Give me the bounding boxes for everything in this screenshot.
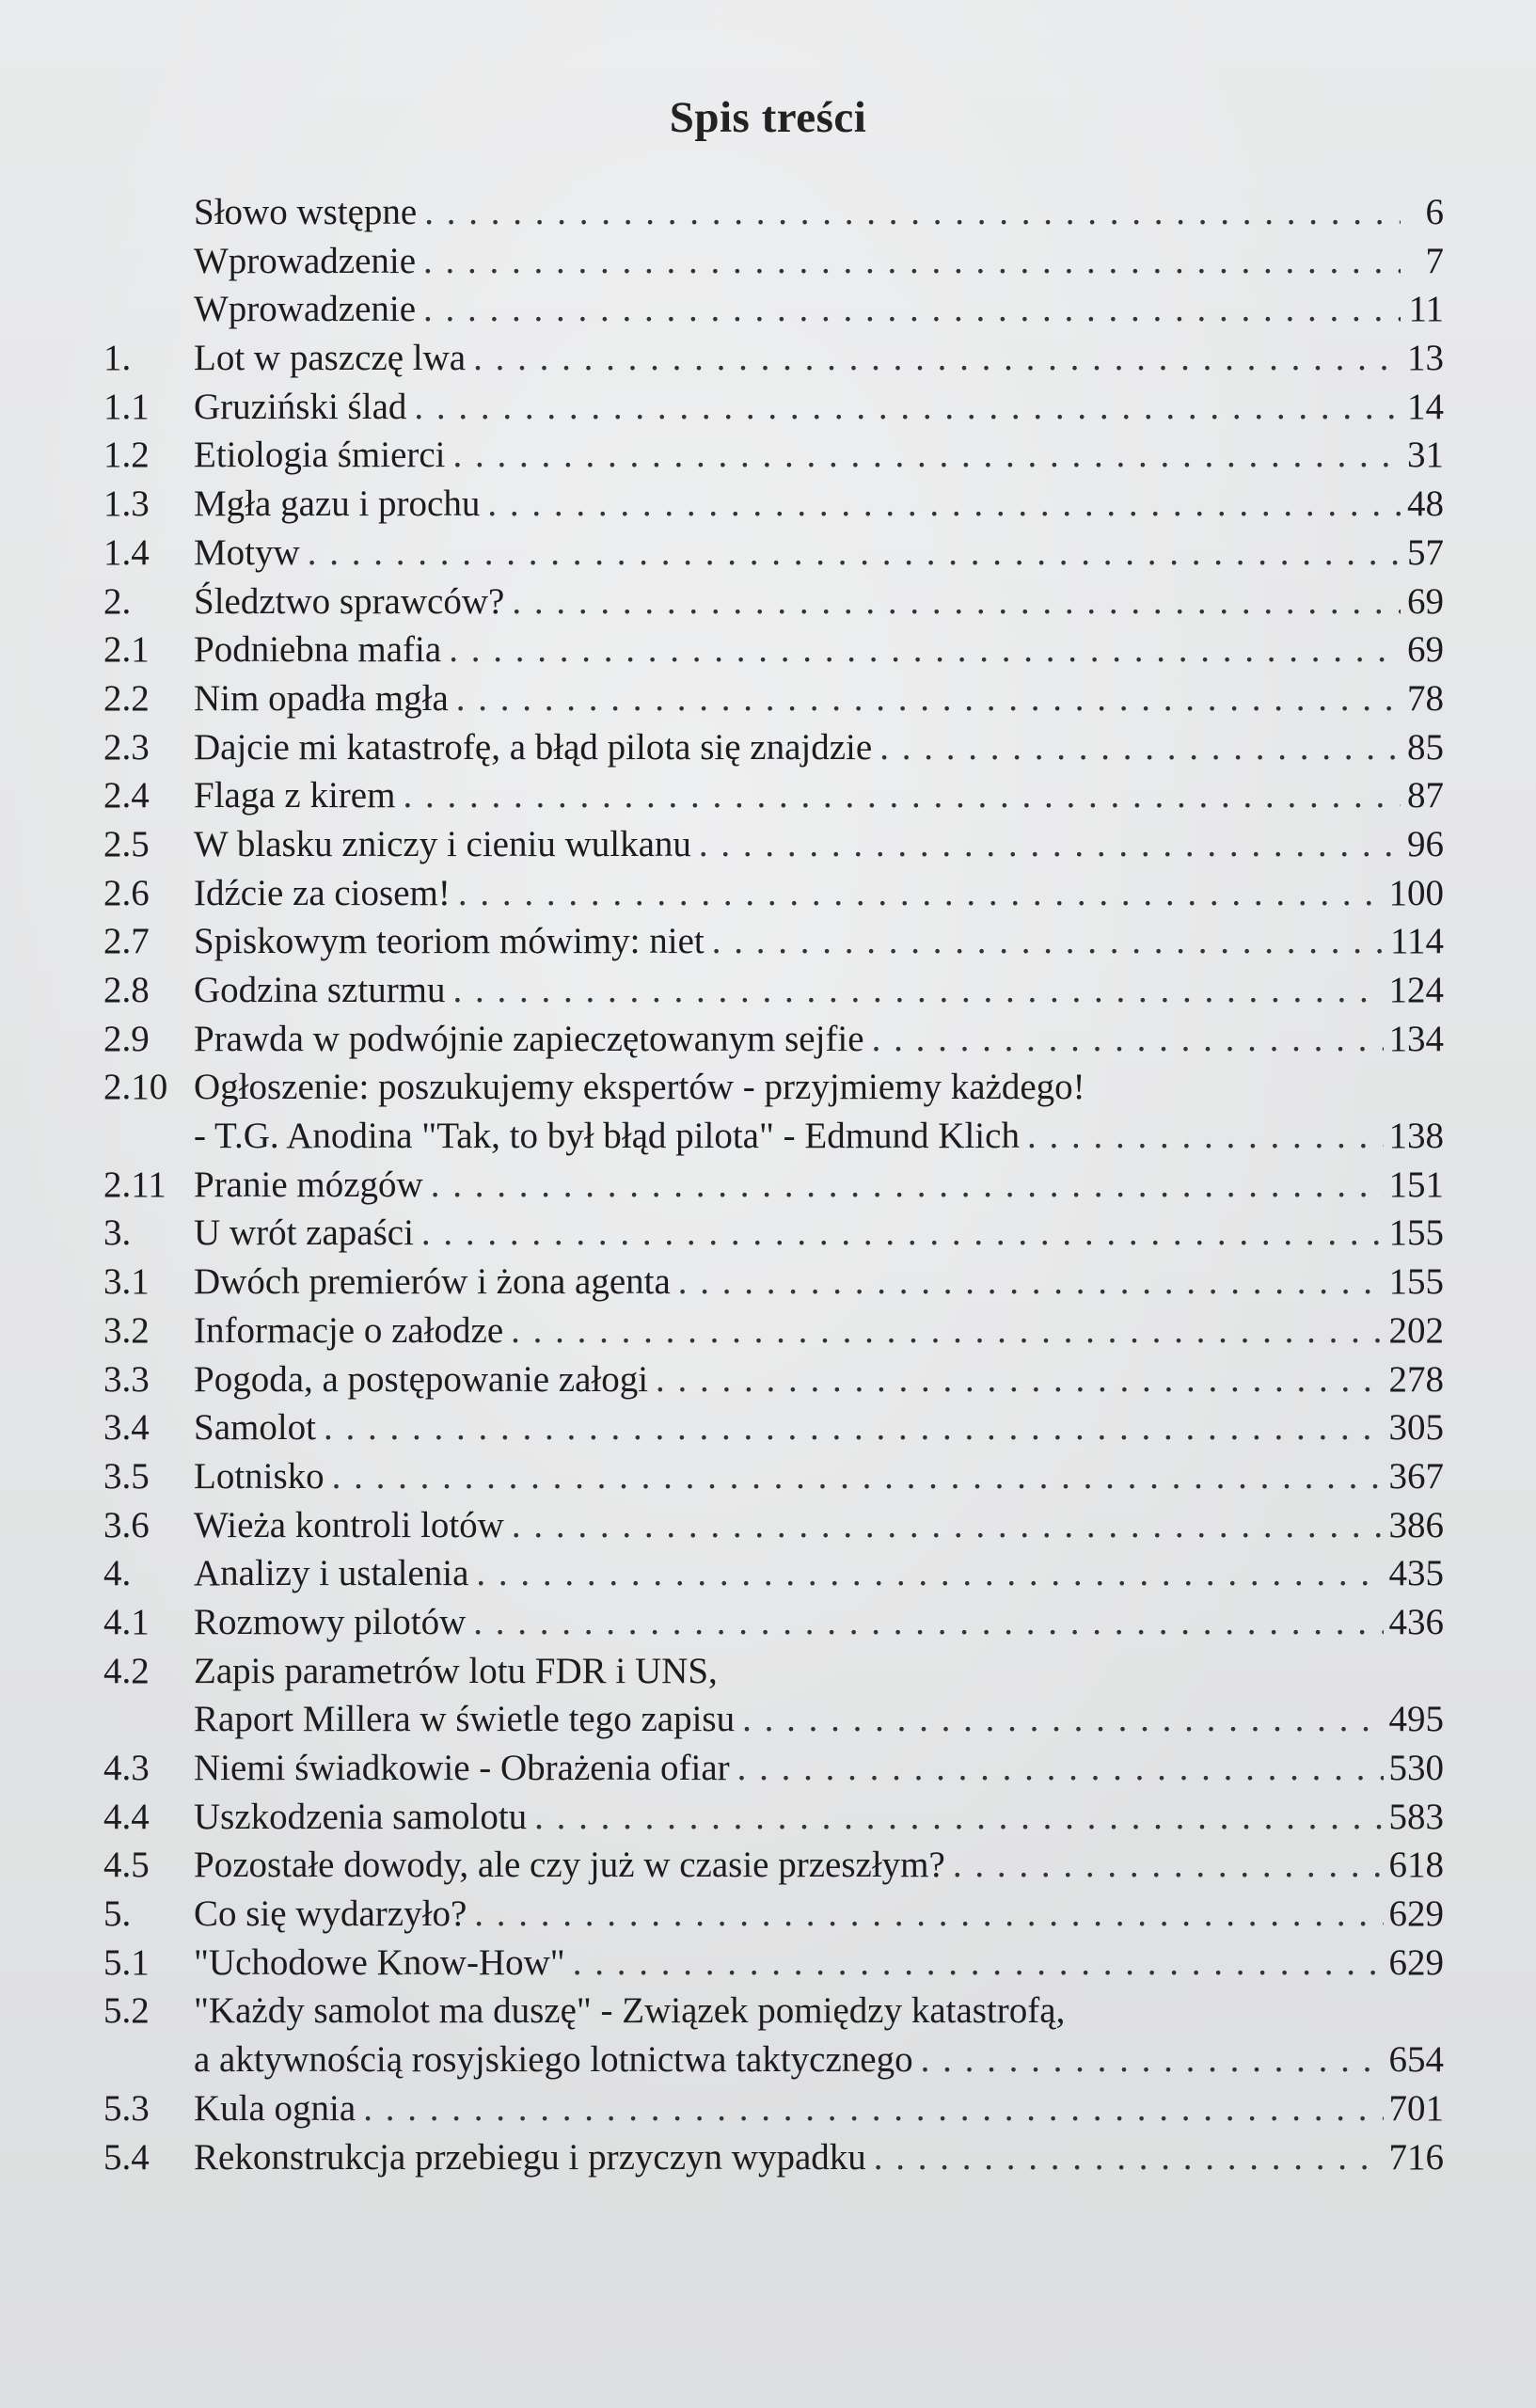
toc-entry: [103, 431, 1444, 480]
toc-entry-title: Mgła gazu i prochu: [194, 483, 481, 525]
toc-dot-leader: [737, 1744, 1384, 1793]
toc-entry-page: 495: [1388, 1699, 1444, 1740]
toc-entry-number: 2.2: [103, 677, 150, 719]
toc-entry: [103, 771, 1444, 820]
toc-entry: [103, 820, 1444, 869]
toc-dot-leader: [308, 529, 1401, 578]
toc-dot-leader: [458, 869, 1384, 918]
toc-entry-number: 1.2: [103, 435, 150, 476]
toc-entry: [103, 237, 1444, 286]
toc-entry: [103, 383, 1444, 432]
toc-entry-number: 2.8: [103, 970, 150, 1010]
toc-entry: [103, 723, 1444, 772]
toc-dot-leader: [953, 1841, 1384, 1890]
toc-entry: [103, 917, 1444, 966]
toc-dot-leader: [414, 383, 1401, 432]
toc-dot-leader: [656, 1355, 1383, 1404]
toc-entry-number: 4.5: [103, 1845, 150, 1886]
page-title: Spis treści: [669, 93, 867, 142]
toc-entry-title: Wieża kontroli lotów: [194, 1504, 504, 1545]
toc-entry-title: Prawda w podwójnie zapieczętowanym sejfie: [194, 1018, 864, 1059]
toc-entry-title: Pogoda, a postępowanie załogi: [194, 1358, 649, 1400]
toc-entry-page: 78: [1407, 677, 1444, 719]
toc-entry-title: Motyw: [194, 531, 300, 573]
toc-entry-number: 3.1: [103, 1261, 150, 1303]
toc-dot-leader: [921, 2036, 1384, 2084]
toc-entry-number: 2.11: [103, 1164, 166, 1205]
toc-entry: [103, 1209, 1444, 1258]
toc-dot-leader: [453, 966, 1384, 1015]
toc-entry-page: 48: [1407, 483, 1444, 525]
toc-entry: [103, 674, 1444, 723]
toc-entry: [103, 1307, 1444, 1355]
toc-entry: [103, 1647, 1444, 1696]
toc-entry-number: 4.2: [103, 1650, 150, 1691]
toc-entry-page: 367: [1388, 1455, 1444, 1497]
toc-entry-title: Dwóch premierów i żona agenta: [194, 1261, 671, 1303]
toc-dot-leader: [449, 626, 1401, 674]
toc-entry-title: Godzina szturmu: [194, 970, 446, 1010]
toc-entry: [103, 2133, 1444, 2182]
toc-entry-title: Pranie mózgów: [194, 1164, 423, 1205]
toc-entry-page: 134: [1388, 1018, 1444, 1059]
toc-entry-number: 5.2: [103, 1990, 150, 2032]
toc-entry-page: 114: [1389, 921, 1444, 962]
toc-entry-number: 2.4: [103, 775, 150, 816]
toc-dot-leader: [424, 188, 1401, 237]
toc-entry-page: 629: [1388, 1893, 1444, 1935]
toc-entry-title: Idźcie za ciosem!: [194, 872, 451, 913]
toc-dot-leader: [476, 1549, 1383, 1598]
toc-entry-number: 1.: [103, 338, 132, 379]
toc-entry-title: "Każdy samolot ma duszę" - Związek pomiędzy katastrofą,: [194, 1990, 1066, 2032]
toc-entry-page: 14: [1407, 386, 1444, 427]
toc-entry-page: 530: [1388, 1748, 1444, 1788]
toc-entry: [103, 1549, 1444, 1598]
toc-entry-number: 4.3: [103, 1748, 150, 1788]
toc-entry-page: 31: [1407, 435, 1444, 476]
toc-entry: [103, 1598, 1444, 1647]
toc-entry-title: W blasku zniczy i cieniu wulkanu: [194, 823, 691, 864]
toc-entry-title: "Uchodowe Know-How": [194, 1941, 565, 1983]
toc-entry: [103, 285, 1444, 334]
toc-entry: [103, 1793, 1444, 1842]
toc-entry-title: Raport Millera w świetle tego zapisu: [194, 1699, 736, 1740]
toc-entry-title: Ogłoszenie: poszukujemy ekspertów - przyjmiemy każdego!: [194, 1067, 1085, 1108]
toc-entry: [103, 1939, 1444, 1988]
toc-entry: [103, 1161, 1444, 1210]
toc-entry-page: 151: [1388, 1164, 1444, 1205]
toc-entry-number: 4.1: [103, 1601, 150, 1642]
toc-entry: [103, 1063, 1444, 1112]
toc-entry-title: Słowo wstępne: [194, 192, 418, 232]
toc-entry-page: 436: [1388, 1601, 1444, 1642]
toc-entry-page: 69: [1407, 580, 1444, 622]
toc-entry-page: 57: [1407, 531, 1444, 573]
toc-entry-number: 3.: [103, 1212, 132, 1254]
toc-entry-page: 85: [1407, 726, 1444, 768]
toc-entry-page: 386: [1388, 1504, 1444, 1545]
toc-entry-page: 13: [1407, 338, 1444, 379]
toc-dot-leader: [1027, 1112, 1384, 1161]
toc-entry-title: Pozostałe dowody, ale czy już w czasie przeszłym?: [194, 1845, 945, 1886]
toc-entry-title: Samolot: [194, 1407, 317, 1449]
toc-dot-leader: [872, 1015, 1384, 1064]
toc-entry-title: Śledztwo sprawców?: [194, 580, 505, 622]
toc-entry-title: Co się wydarzyło?: [194, 1893, 467, 1935]
toc-entry-number: 2.1: [103, 629, 150, 671]
toc-entry: [103, 1452, 1444, 1501]
toc-entry-title: Gruziński ślad: [194, 386, 407, 427]
toc-entry: [103, 334, 1444, 383]
toc-entry-number: 3.3: [103, 1358, 150, 1400]
toc-entry-title: Dajcie mi katastrofę, a błąd pilota się znajdzie: [194, 726, 873, 768]
toc-entry-title: Nim opadła mgła: [194, 677, 449, 719]
toc-entry-title: Etiologia śmierci: [194, 435, 446, 476]
toc-entry-number: 1.3: [103, 483, 150, 525]
toc-entry: [103, 626, 1444, 674]
toc-entry-page: 124: [1388, 970, 1444, 1010]
toc-entry-title: - T.G. Anodina "Tak, to był błąd pilota" - Edmund Klich: [194, 1116, 1020, 1157]
toc-entry-title: Rekonstrukcja przebiegu i przyczyn wypadku: [194, 2136, 866, 2178]
toc-dot-leader: [473, 334, 1401, 383]
toc-entry-number: 2.3: [103, 726, 150, 768]
toc-dot-leader: [879, 723, 1401, 772]
toc-entry-title: Informacje o załodze: [194, 1309, 504, 1351]
toc-dot-leader: [431, 1161, 1384, 1210]
toc-dot-leader: [487, 480, 1401, 529]
toc-entry-number: 2.6: [103, 872, 150, 913]
table-of-contents: [103, 188, 1444, 2181]
toc-entry-number: 5.1: [103, 1941, 150, 1983]
toc-entry-title: Analizy i ustalenia: [194, 1553, 469, 1594]
toc-entry: [103, 529, 1444, 578]
toc-entry-title: Flaga z kirem: [194, 775, 396, 816]
toc-entry: [103, 1403, 1444, 1452]
toc-entry: [103, 966, 1444, 1015]
toc-entry-number: 3.6: [103, 1504, 150, 1545]
toc-dot-leader: [423, 237, 1401, 286]
toc-entry-number: 1.4: [103, 531, 150, 573]
toc-dot-leader: [324, 1403, 1383, 1452]
toc-entry-page: 701: [1388, 2087, 1444, 2129]
toc-dot-leader: [699, 820, 1401, 869]
toc-entry-number: 1.1: [103, 386, 150, 427]
toc-dot-leader: [423, 285, 1401, 334]
toc-entry-page: 305: [1388, 1407, 1444, 1449]
toc-entry-number: 5.4: [103, 2136, 150, 2178]
toc-entry: [103, 480, 1444, 529]
toc-dot-leader: [511, 1307, 1383, 1355]
toc-dot-leader: [512, 578, 1401, 626]
toc-entry-page: 654: [1388, 2039, 1444, 2081]
toc-entry-number: 5.3: [103, 2087, 150, 2129]
toc-entry-number: 3.2: [103, 1309, 150, 1351]
toc-entry-title: Niemi świadkowie - Obrażenia ofiar: [194, 1748, 730, 1788]
toc-entry-title: Uszkodzenia samolotu: [194, 1796, 528, 1837]
toc-entry-page: 100: [1388, 872, 1444, 913]
toc-entry-page: 6: [1425, 192, 1444, 232]
toc-entry-page: 138: [1388, 1116, 1444, 1157]
toc-entry-title: Zapis parametrów lotu FDR i UNS,: [194, 1650, 718, 1691]
toc-entry: [103, 1987, 1444, 2036]
toc-entry-number: 4.: [103, 1553, 132, 1594]
toc-entry: [103, 578, 1444, 626]
toc-entry-number: 2.10: [103, 1067, 168, 1108]
toc-entry-page: 202: [1388, 1309, 1444, 1351]
toc-entry: [103, 1695, 1444, 1744]
toc-dot-leader: [332, 1452, 1384, 1501]
toc-dot-leader: [456, 674, 1401, 723]
toc-entry-number: 2.: [103, 580, 132, 622]
toc-dot-leader: [474, 1890, 1383, 1939]
toc-entry-number: 3.5: [103, 1455, 150, 1497]
toc-entry-title: Lot w paszczę lwa: [194, 338, 467, 379]
toc-entry: [103, 1890, 1444, 1939]
toc-entry-title: Rozmowy pilotów: [194, 1601, 467, 1642]
toc-entry-number: 2.5: [103, 823, 150, 864]
toc-dot-leader: [512, 1501, 1384, 1550]
toc-entry-title: Wprowadzenie: [194, 240, 417, 281]
toc-entry-page: 155: [1388, 1212, 1444, 1254]
toc-dot-leader: [453, 431, 1401, 480]
toc-dot-leader: [403, 771, 1401, 820]
toc-entry: [103, 1355, 1444, 1404]
toc-entry-page: 716: [1388, 2136, 1444, 2178]
toc-entry: [103, 869, 1444, 918]
toc-entry-number: 4.4: [103, 1796, 150, 1837]
toc-entry-title: Podniebna mafia: [194, 629, 442, 671]
toc-entry-page: 618: [1388, 1845, 1444, 1886]
toc-entry-title: Lotnisko: [194, 1455, 325, 1497]
toc-entry-title: U wrót zapaści: [194, 1212, 414, 1254]
toc-entry: [103, 2084, 1444, 2133]
toc-dot-leader: [534, 1793, 1383, 1842]
toc-entry-page: 155: [1388, 1261, 1444, 1303]
toc-entry-number: 5.: [103, 1893, 132, 1935]
toc-entry: [103, 188, 1444, 237]
toc-entry-page: 96: [1407, 823, 1444, 864]
toc-entry-title: Spiskowym teoriom mówimy: niet: [194, 921, 705, 962]
toc-entry-number: 3.4: [103, 1407, 150, 1449]
toc-entry: [103, 1015, 1444, 1064]
toc-entry: [103, 1112, 1444, 1161]
toc-dot-leader: [421, 1209, 1384, 1258]
toc-entry: [103, 2036, 1444, 2084]
toc-entry: [103, 1501, 1444, 1550]
toc-entry-page: 278: [1388, 1358, 1444, 1400]
toc-entry-page: 435: [1388, 1553, 1444, 1594]
toc-dot-leader: [473, 1598, 1383, 1647]
toc-dot-leader: [363, 2084, 1383, 2133]
toc-entry: [103, 1258, 1444, 1307]
toc-dot-leader: [573, 1939, 1384, 1988]
toc-entry-page: 11: [1408, 289, 1444, 330]
toc-entry-title: Kula ognia: [194, 2087, 356, 2129]
toc-dot-leader: [874, 2133, 1384, 2182]
toc-dot-leader: [712, 917, 1385, 966]
toc-entry-page: 7: [1425, 240, 1444, 281]
toc-entry-title: Wprowadzenie: [194, 289, 417, 330]
toc-entry-page: 629: [1388, 1941, 1444, 1983]
toc-entry: [103, 1841, 1444, 1890]
toc-dot-leader: [742, 1695, 1383, 1744]
toc-entry: [103, 1744, 1444, 1793]
toc-dot-leader: [678, 1258, 1384, 1307]
toc-entry-page: 583: [1388, 1796, 1444, 1837]
toc-entry-page: 69: [1407, 629, 1444, 671]
toc-entry-page: 87: [1407, 775, 1444, 816]
toc-entry-number: 2.7: [103, 921, 150, 962]
toc-entry-number: 2.9: [103, 1018, 150, 1059]
toc-entry-title: a aktywnością rosyjskiego lotnictwa taktycznego: [194, 2039, 913, 2081]
